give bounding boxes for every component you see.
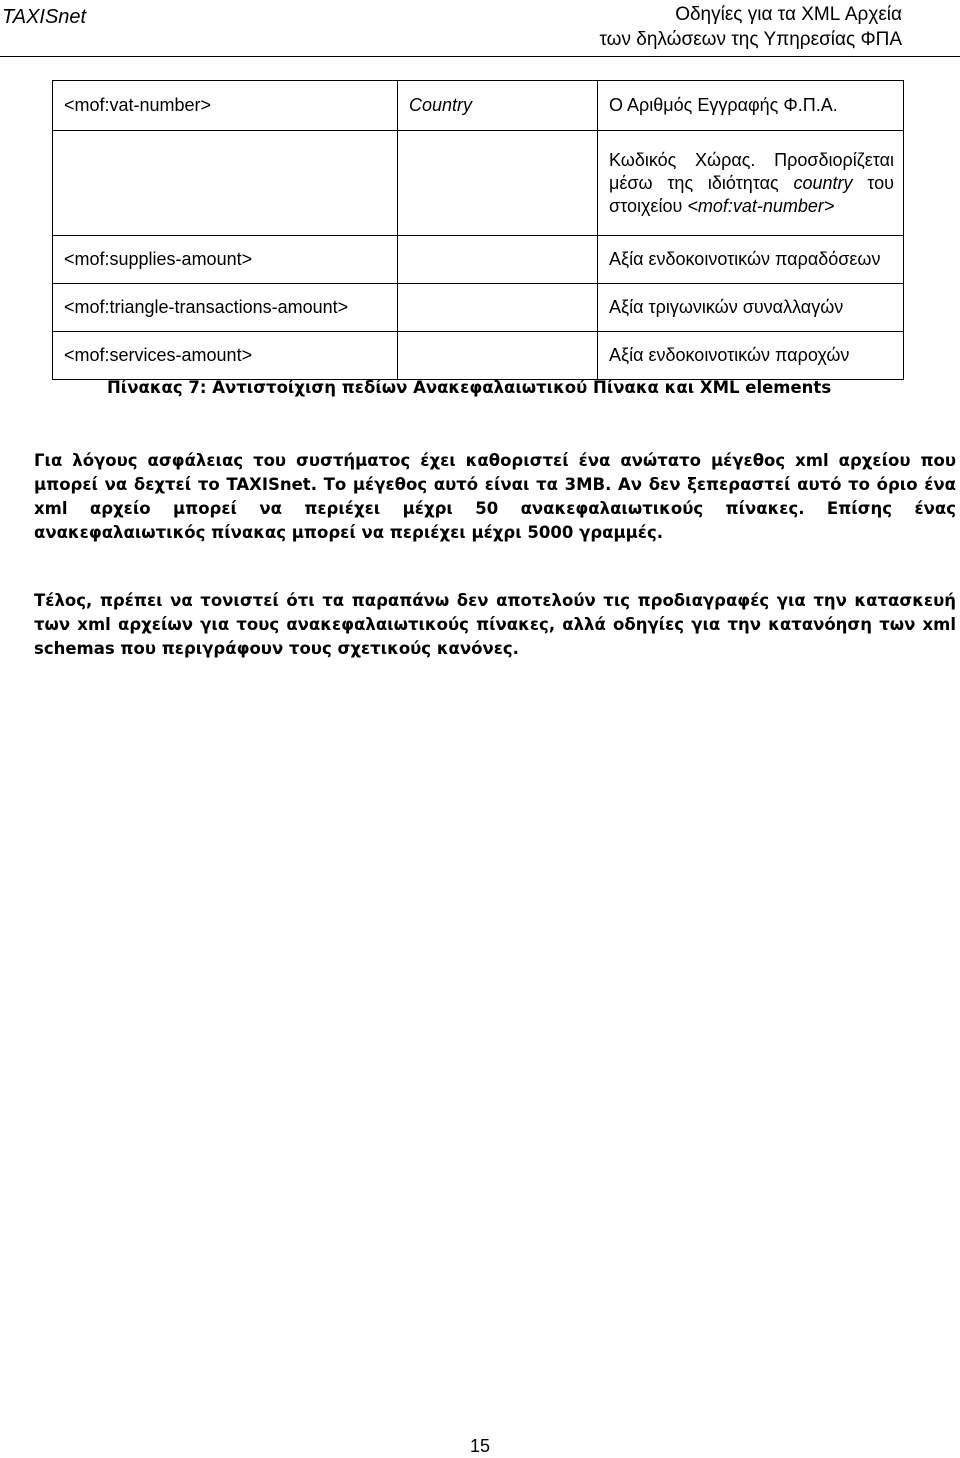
- attribute-cell: Country: [398, 81, 598, 131]
- xml-element-cell: [53, 131, 398, 236]
- description-text: του στοιχείου: [609, 172, 894, 216]
- description-cell: Ο Αριθμός Εγγραφής Φ.Π.Α.: [598, 81, 904, 131]
- vat-number-element-ref: <mof:vat-number>: [687, 195, 835, 216]
- table-caption: Πίνακας 7: Αντιστοίχιση πεδίων Ανακεφαλαιωτικού Πίνακα και XML elements: [107, 378, 832, 397]
- header-title-line-2: των δηλώσεων της Υπηρεσίας ΦΠΑ: [599, 29, 902, 50]
- attribute-cell: [398, 332, 598, 380]
- attribute-cell: [398, 131, 598, 236]
- attribute-cell: [398, 236, 598, 284]
- paragraph-text: Τέλος, πρέπει να τονιστεί ότι τα παραπάνω δεν αποτελούν τις προδιαγραφές για την κατασκευή των xml αρχείων για τους ανακεφαλαιωτικούς πίνακες, αλλά οδηγίες για την κατανόηση των xml schemas που περιγράφουν τους σχετικούς κανόνες.: [34, 591, 956, 658]
- xml-element-cell: <mof:triangle-transactions-amount>: [53, 284, 398, 332]
- description-cell: Αξία ενδοκοινοτικών παροχών: [598, 332, 904, 380]
- description-text: Κωδικός Χώρας. Προσδιορίζεται μέσω της ιδιότητας: [609, 149, 894, 193]
- country-attribute-ref: country: [793, 172, 853, 193]
- description-cell: Αξία ενδοκοινοτικών παραδόσεων: [598, 236, 904, 284]
- description-cell: [598, 131, 904, 236]
- size-limits-paragraph: [34, 449, 956, 545]
- table-row: [53, 284, 904, 332]
- attribute-cell: [398, 284, 598, 332]
- description-cell: Αξία τριγωνικών συναλλαγών: [598, 284, 904, 332]
- header-divider: [0, 56, 960, 57]
- closing-paragraph: [34, 589, 956, 661]
- paragraph-text: Για λόγους ασφάλειας του συστήματος έχει καθοριστεί ένα ανώτατο μέγεθος xml αρχείου που μπορεί να δεχτεί το TAXISnet. Το μέγεθος αυτό είναι τα 3MB. Αν δεν ξεπεραστεί αυτό το όριο ένα xml αρχείο μπορεί να περιέχει μέχρι 50 ανακεφαλαιωτικούς πίνακες. Επίσης ένας ανακεφαλαιωτικός πίνακας μπορεί να περιέχει μέχρι 5000 γραμμές.: [34, 451, 956, 542]
- field-mapping-table: [52, 80, 904, 380]
- table-row: [53, 332, 904, 380]
- header-app-name: TAXISnet: [2, 6, 87, 28]
- xml-element-cell: <mof:vat-number>: [53, 81, 398, 131]
- table-row: [53, 131, 904, 236]
- table-row: [53, 81, 904, 131]
- header-document-title: [482, 2, 902, 52]
- xml-element-cell: <mof:supplies-amount>: [53, 236, 398, 284]
- table-row: [53, 236, 904, 284]
- xml-element-cell: <mof:services-amount>: [53, 332, 398, 380]
- header-title-line-1: Οδηγίες για τα XML Αρχεία: [675, 4, 902, 25]
- page-number: 15: [469, 1436, 491, 1456]
